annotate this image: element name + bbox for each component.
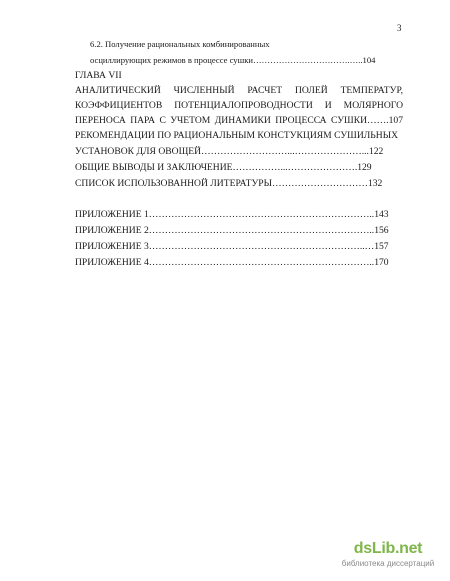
toc-appendix-3: ПРИЛОЖЕНИЕ 3…………………………………………………………..…157 [75,241,389,252]
watermark-subtitle: библиотека диссертаций [341,559,435,568]
toc-chapter-7-title-line-3: ПЕРЕНОСА ПАРА С УЧЕТОМ ДИНАМИКИ ПРОЦЕССА СУШКИ…….107 [75,115,403,126]
toc-chapter-7-title-line-1: АНАЛИТИЧЕСКИЙ ЧИСЛЕННЫЙ РАСЧЕТ ПОЛЕЙ ТЕМПЕРАТУР, [75,85,403,96]
toc-appendix-4: ПРИЛОЖЕНИЕ 4……………………………………………………………..170 [75,257,389,268]
toc-chapter-7-title-line-2: КОЭФФИЦИЕНТОВ ПОТЕНЦИАЛОПРОВОДНОСТИ И МОЛЯРНОГО [75,100,403,111]
toc-appendix-2: ПРИЛОЖЕНИЕ 2……………………………………………………………..156 [75,225,389,236]
toc-entry-6-2-page: осциллирующих режимов в процессе сушки…………………………….…..104 [90,55,376,65]
toc-appendix-1: ПРИЛОЖЕНИЕ 1……………………………………………………………..143 [75,209,389,220]
toc-recommendations-line-1: РЕКОМЕНДАЦИИ ПО РАЦИОНАЛЬНЫМ КОНСТУКЦИЯМ СУШИЛЬНЫХ [75,130,398,141]
toc-recommendations-line-2: УСТАНОВОК ДЛЯ ОВОЩЕЙ………………………...…………………...122 [75,146,384,157]
toc-conclusions: ОБЩИЕ ВЫВОДЫ И ЗАКЛЮЧЕНИЕ……………...………………….129 [75,162,372,173]
toc-entry-6-2-title: 6.2. Получение рациональных комбинированных [90,39,270,49]
page-number: 3 [397,23,402,33]
toc-references: СПИСОК ИСПОЛЬЗОВАННОЙ ЛИТЕРАТУРЫ…………………………132 [75,178,383,189]
watermark [333,540,443,569]
toc-chapter-7-heading: ГЛАВА VII [75,70,122,81]
watermark-logo: dsLib.net [353,540,423,557]
